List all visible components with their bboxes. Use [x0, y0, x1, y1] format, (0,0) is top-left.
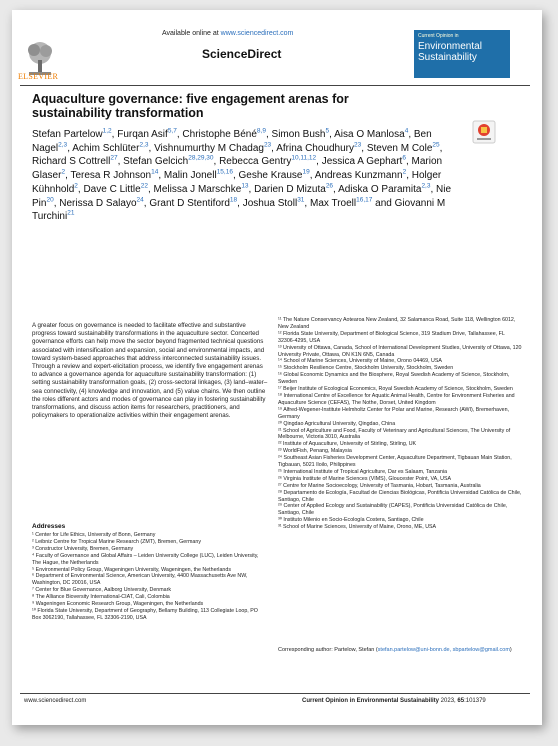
footer-pages: :101379: [464, 698, 486, 704]
sciencedirect-brand: ScienceDirect: [202, 47, 282, 61]
author-affiliation[interactable]: 14: [151, 168, 159, 176]
footer-url[interactable]: www.sciencedirect.com: [24, 698, 87, 704]
author-affiliation[interactable]: 20: [46, 196, 54, 204]
author-name: Holger Kühnhold: [32, 170, 442, 195]
article-page: [12, 10, 542, 725]
journal-logo: [414, 30, 510, 78]
address-item: ⁴ Faculty of Governance and Global Affairs – Leiden University College (LUC), Leiden University, The Hague, the Netherlands: [32, 552, 259, 566]
header-divider: [20, 85, 530, 86]
author-affiliation[interactable]: 5: [325, 127, 330, 135]
address-item: ² Leibniz Centre for Tropical Marine Research (ZMT), Bremen, Germany: [32, 538, 201, 545]
author-affiliation[interactable]: 2,3: [58, 141, 68, 149]
author-affiliation[interactable]: 2: [402, 168, 407, 176]
author-name: Giovanni M Turchini: [32, 197, 446, 223]
address-item: ⁸ The Alliance Bioversity International-CIAT, Cali, Colombia: [32, 594, 170, 601]
author-name: Stefan Partelow: [32, 129, 103, 140]
author-affiliation[interactable]: 26: [325, 182, 334, 190]
author-name: Darien D Mizuta: [254, 183, 326, 195]
addresses-left: [32, 532, 268, 622]
author-list: Stefan Partelow$^{1,2}$, Furqan Asif$^{5,7}$, Christophe Béné$^{8,9}$, Simon Bush$^5$, Aisa O Manlosa$^4$, Ben Nagel$^{2,3}$, Achim Schlüter$^{2,3}$, Vishnumurthy M Chadag$^{23}$, Afrina Choudhury$^{23}$, Steven M Cole$^{25}$, Richard S Cottrell$^{27}$, Stefan Gelcich$^{28,29,30}$, Rebecca Gentry$^{10,11,12}$, Jessica A Gephart$^6$, Marion Glaser$^2$, Teresa R Johnson$^{14}$, Malin Jonell$^{15,16}$, Geshe Krause$^{19}$, Andreas Kunzmann$^2$, Holger Kühnhold$^2$, Dave C Little$^{22}$, Melissa J Marschke$^{13}$, Darien D Mizuta$^{26}$, Adiska O Paramita$^{2,3}$, Nie Pin$^{20}$, Nerissa D Salayo$^{24}$, Grant D Stentiford$^{18}$, Joshua Stoll$^{31}$, Max Troell$^{16,17}$ and Giovanni M Turchini$^{21}$: [32, 127, 452, 223]
address-item: ³ Constructor University, Bremen, Germany: [32, 545, 134, 552]
abstract: A greater focus on governance is needed to facilitate effective and substantive progress toward sustainability transformations in the aquaculture sector. Concerted governance efforts can help move the sector beyond fragmented technical questions associated with intensification and expansion, social and environmental impacts, and toward system-based approaches that address interconnected sustainability issues. Through a review and expert-elicitation process, we identify five engagement arenas to advance a governance agenda for aquaculture sustainability transformation: (1) setting sustainability transformation goals, (2) cross-sectoral linkages, (3) land–water–sea connectivity, (4) knowledge and innovation, and (5) value chains. We then outline the roles different actors and modes of governance can play in fostering sustainability transformations, and discuss action items for researchers, practitioners, and policymakers to operationalize activities within their engagement arenas.: [32, 322, 268, 420]
author-name: Dave C Little: [83, 183, 141, 195]
author-affiliation[interactable]: 1,2: [102, 127, 112, 135]
author-affiliation[interactable]: 27: [110, 155, 118, 163]
address-item: ¹⁹ Alfred-Wegener-Institute Helmholtz Center for Polar and Marine, Research (AWI), Bremerhaven, Germany: [278, 406, 510, 420]
address-item: ²⁷ Centre for Marine Socioecology, University of Tasmania, Hobart, Tasmania, Australia: [278, 482, 481, 489]
author-affiliation[interactable]: 18: [229, 196, 238, 204]
address-item: ¹⁴ School of Marine Sciences, University of Maine, Orono 04469, USA: [278, 358, 442, 365]
author-name: Rebecca Gentry: [219, 156, 292, 168]
author-affiliation[interactable]: 16,17: [356, 196, 373, 204]
author-name: Ben Nagel: [32, 129, 432, 154]
author-name: Christophe Béné: [182, 129, 257, 140]
author-affiliation[interactable]: 6: [402, 155, 406, 163]
address-item: ⁶ Department of Environmental Science, American University, 4400 Massachusetts Ave NW, Washington, DC 20016, USA: [32, 573, 248, 587]
address-item: ²⁰ Qingdao Agricultural University, Qingdao, China: [278, 420, 396, 427]
journal-logo-small: Current Opinion in: [418, 33, 459, 39]
address-item: ³¹ School of Marine Sciences, University of Maine, Orono, ME, USA: [278, 524, 437, 531]
author-affiliation[interactable]: 31: [297, 196, 305, 204]
author-name: Stefan Gelcich: [123, 156, 189, 168]
availability-text: Available online at: [162, 30, 221, 37]
author-name: Steven M Cole: [366, 142, 433, 154]
footer-year: 2023,: [439, 698, 458, 704]
author-affiliation[interactable]: 23: [354, 141, 362, 149]
author-affiliation[interactable]: 8,9: [256, 127, 266, 135]
author-affiliation[interactable]: 19: [302, 168, 310, 176]
author-name: Geshe Krause: [238, 170, 303, 182]
author-name: Nie Pin: [32, 183, 452, 209]
author-name: Vishnumurthy M Chadag: [154, 142, 264, 154]
address-item: ²⁶ Virginia Institute of Marine Sciences (VIMS), Gloucester Point, VA, USA: [278, 475, 452, 482]
author-affiliation[interactable]: 13: [241, 182, 249, 190]
author-name: Adiska O Paramita: [338, 183, 422, 195]
footer-divider: [20, 693, 530, 694]
address-item: ²¹ School of Agriculture and Food, Faculty of Veterinary and Agricultural Sciences, The University of Melbourne, Victoria 3010, Australia: [278, 427, 511, 441]
addresses-right: [278, 317, 522, 531]
author-name: Joshua Stoll: [242, 197, 298, 209]
author-affiliation[interactable]: 23: [263, 141, 272, 149]
corresponding-email[interactable]: stefan.partelow@uni-bonn.de, sbpartelow@gmail.com: [377, 647, 510, 653]
author-affiliation[interactable]: 10,11,12: [291, 155, 317, 163]
author-name: Furqan Asif: [117, 129, 168, 140]
author-name: Aisa O Manlosa: [334, 129, 405, 140]
sciencedirect-link[interactable]: www.sciencedirect.com: [220, 30, 294, 37]
publisher-name: ELSEVIER: [18, 72, 59, 81]
author-affiliation[interactable]: 22: [140, 182, 148, 190]
address-item: ¹⁵ Stockholm Resilience Centre, Stockholm University, Stockholm, Sweden: [278, 365, 454, 372]
address-item: ¹³ University of Ottawa, Canada, School of International Development Studies, University of Ottawa, 120 University Private, Ottawa, ON K1N 6N5, Canada: [278, 344, 522, 358]
author-name: Simon Bush: [271, 129, 326, 140]
address-item: ¹⁷ Beijer Institute of Ecological Economics, Royal Swedish Academy of Science, Stockholm, Sweden: [278, 386, 513, 393]
footer-volume: 65: [457, 698, 465, 704]
address-item: ²⁴ Southeast Asian Fisheries Development Center, Aquaculture Department, Tigbauan Main Station, Tigbauan, 5021 Iloilo, Philippines: [278, 455, 512, 469]
author-name: Marion Glaser: [32, 156, 443, 182]
address-item: ²³ WorldFish, Penang, Malaysia: [278, 448, 352, 455]
footer-citation: [302, 698, 486, 704]
author-name: Grant D Stentiford: [149, 197, 230, 209]
availability-line: [162, 30, 293, 37]
article-title: Aquaculture governance: five engagement arenas for sustainability transformation: [32, 92, 349, 120]
address-item: ¹⁶ Global Economic Dynamics and the Biosphere, Royal Swedish Academy of Science, Stockholm, Sweden: [278, 372, 510, 386]
check-for-updates-icon[interactable]: [472, 120, 496, 144]
author-affiliation[interactable]: 4: [404, 127, 409, 135]
author-name: Teresa R Johnson: [70, 170, 152, 182]
address-item: ⁹ Wageningen Economic Research Group, Wageningen, the Netherlands: [32, 601, 204, 608]
author-affiliation[interactable]: 2: [74, 182, 78, 190]
corresponding-author: [278, 647, 522, 654]
author-name: Jessica A Gephart: [321, 156, 403, 168]
author-affiliation[interactable]: 28,29,30: [188, 155, 214, 163]
author-affiliation[interactable]: 15,16: [216, 168, 233, 176]
address-item: ²⁵ International Institute of Tropical Agriculture, Dar es Salaam, Tanzania: [278, 468, 448, 475]
author-name: Nerissa D Salayo: [59, 197, 137, 209]
address-item: ¹⁰ Florida State University, Department of Geography, Bellamy Building, 113 Collegiate Loop, PO Box 3062190, Tallahassee, FL 32306-2190, USA: [32, 607, 258, 621]
corresponding-suffix: ): [509, 647, 512, 653]
address-item: ⁵ Environmental Policy Group, Wageningen University, Wageningen, the Netherlands: [32, 566, 231, 573]
author-name: Melissa J Marschke: [153, 183, 242, 195]
author-name: Richard S Cottrell: [32, 156, 111, 168]
author-affiliation[interactable]: 25: [432, 141, 440, 149]
author-name: Andreas Kunzmann: [314, 170, 403, 182]
address-item: ²² Institute of Aquaculture, University of Stirling, Stirling, UK: [278, 441, 417, 448]
address-item: ²⁹ Center of Applied Ecology and Sustainability (CAPES), Pontificia Universidad Católica de Chile, Santiago, Chile: [278, 503, 508, 517]
author-affiliation[interactable]: 2,3: [139, 141, 149, 149]
author-affiliation[interactable]: 21: [67, 209, 75, 217]
footer-journal: Current Opinion in Environmental Sustainability: [302, 698, 440, 704]
author-affiliation[interactable]: 2,3: [421, 182, 431, 190]
author-affiliation[interactable]: 5,7: [167, 127, 177, 135]
author-name: Max Troell: [309, 197, 357, 209]
address-item: ¹¹ The Nature Conservancy Aotearoa New Zealand, 32 Salamanca Road, Suite 118, Wellington 6012, New Zealand: [278, 317, 516, 330]
address-item: ³⁰ Instituto Milenio en Socio-Ecología Costera, Santiago, Chile: [278, 517, 424, 524]
author-name: Afrina Choudhury: [276, 142, 355, 154]
address-item: ²⁸ Departamento de Ecología, Facultad de Ciencias Biológicas, Pontificia Universidad Católica de Chile, Santiago, Chile: [278, 489, 522, 503]
address-item: ¹ Center for Life Ethics, University of Bonn, Germany: [32, 532, 156, 538]
corresponding-prefix: Corresponding author: Partelow, Stefan (: [278, 647, 378, 653]
author-name: Achim Schlüter: [72, 142, 140, 154]
address-item: ¹⁸ International Centre of Excellence for Aquatic Animal Health, Centre for Environment Fisheries and Aquaculture Science (CEFAS), The Nothe, Dorset, United Kingdom: [278, 392, 515, 406]
author-affiliation[interactable]: 2: [61, 168, 66, 176]
author-name: Malin Jonell: [163, 170, 217, 182]
addresses-heading: Addresses: [32, 523, 66, 530]
journal-logo-name: Environmental Sustainability: [418, 41, 482, 63]
author-affiliation[interactable]: 24: [136, 196, 144, 204]
address-item: ⁷ Center for Blue Governance, Aalborg University, Denmark: [32, 587, 172, 594]
address-item: ¹² Florida State University, Department of Biological Science, 319 Stadium Drive, Tallahassee, FL 32306-4295, USA: [278, 330, 505, 344]
